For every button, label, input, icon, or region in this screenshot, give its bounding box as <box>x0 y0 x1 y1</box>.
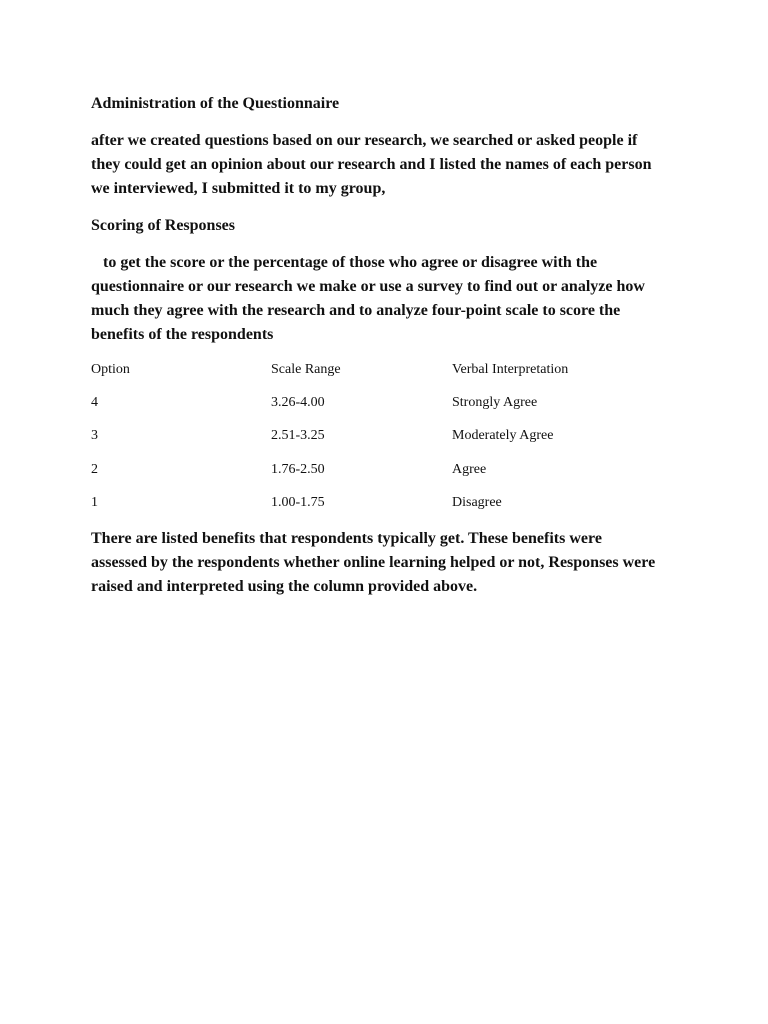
paragraph-line: to get the score or the percentage of those who agree or disagree with the <box>91 254 598 271</box>
table-header-verbal-interpretation: Verbal Interpretation <box>452 362 569 377</box>
table-cell-interpretation: Disagree <box>452 495 502 510</box>
section-heading-administration: Administration of the Questionnaire <box>91 95 340 112</box>
paragraph-line: they could get an opinion about our research and I listed the names of each person <box>91 156 652 173</box>
paragraph-line: after we created questions based on our research, we searched or asked people if <box>91 132 638 149</box>
paragraph-line: benefits of the respondents <box>91 326 274 343</box>
table-cell-interpretation: Strongly Agree <box>452 395 538 410</box>
paragraph-line: much they agree with the research and to analyze four-point scale to score the <box>91 302 621 319</box>
table-cell-interpretation: Agree <box>452 462 487 477</box>
table-row <box>91 460 611 480</box>
paragraph-line: raised and interpreted using the column provided above. <box>91 578 478 595</box>
table-cell-option: 4 <box>91 395 98 410</box>
table-cell-scale-range: 1.76-2.50 <box>271 462 325 477</box>
table-cell-option: 2 <box>91 462 98 477</box>
paragraph-line: we interviewed, I submitted it to my group, <box>91 180 386 197</box>
table-cell-interpretation: Moderately Agree <box>452 428 554 443</box>
paragraph-line: There are listed benefits that respondents typically get. These benefits were <box>91 530 602 547</box>
section-heading-scoring: Scoring of Responses <box>91 217 236 234</box>
paragraph-line: assessed by the respondents whether online learning helped or not, Responses were <box>91 554 656 571</box>
table-cell-scale-range: 1.00-1.75 <box>271 495 325 510</box>
table-row <box>91 426 611 446</box>
paragraph-closing <box>91 527 691 599</box>
table-cell-scale-range: 3.26-4.00 <box>271 395 325 410</box>
table-header-scale-range: Scale Range <box>271 362 341 377</box>
paragraph-line: questionnaire or our research we make or use a survey to find out or analyze how <box>91 278 645 295</box>
paragraph-administration <box>91 129 691 201</box>
table-header-row <box>91 360 611 380</box>
table-header-option: Option <box>91 362 130 377</box>
table-row <box>91 393 611 413</box>
table-cell-option: 3 <box>91 428 98 443</box>
table-cell-scale-range: 2.51-3.25 <box>271 428 325 443</box>
table-cell-option: 1 <box>91 495 98 510</box>
paragraph-scoring <box>91 251 691 347</box>
table-row <box>91 493 611 513</box>
